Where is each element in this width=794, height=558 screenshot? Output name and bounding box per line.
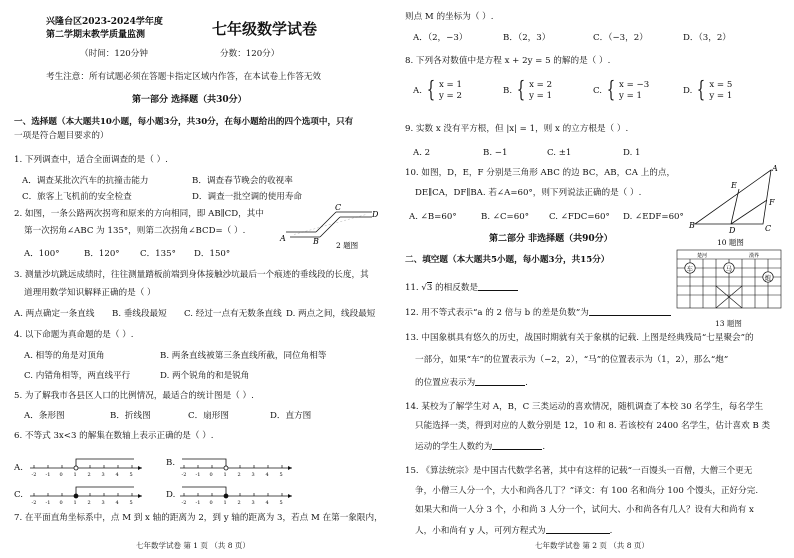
q13-line2: 一部分，如果“车”的位置表示为（−2，2），“马”的位置表示为（1，2），那么“炮”	[415, 355, 729, 365]
q7-option-b: B．（2，3）	[503, 33, 551, 43]
q1-stem: 1. 下列调查中，适合全面调查的是（ ）.	[14, 155, 168, 165]
q10-line2: DE∥CA，DF∥BA. 若∠A=60°，则下列说法正确的是（ ）.	[415, 188, 642, 198]
q1-option-d: D．调查一批空调的使用寿命	[192, 192, 303, 202]
q11-radicand: 3	[426, 283, 433, 293]
q6-b-tick-label: -2	[181, 472, 187, 478]
q6-d-arrow-icon	[288, 494, 292, 498]
q6-a-tick-label: -1	[45, 472, 51, 478]
q6-c-tick-label: 4	[115, 500, 119, 506]
q6-d-tick-label: 3	[251, 500, 255, 506]
q3-line2: 道理用数学知识解释正确的是（ ）	[24, 288, 156, 298]
q13-figure-caption: 13 题图	[715, 319, 742, 328]
q6-stem: 6. 不等式 3x<3 的解集在数轴上表示正确的是（ ）.	[14, 431, 214, 441]
q7-option-c: C．（−3，2）	[593, 33, 648, 43]
q6-a-arrow-icon	[138, 466, 142, 470]
q14-answer-blank[interactable]	[492, 440, 542, 450]
q6-b-tick-label: -1	[195, 472, 201, 478]
q4-option-a: A. 相等的角是对顶角	[24, 351, 105, 361]
q6-d-tick-label: 0	[209, 500, 213, 506]
q1-option-b: B．调查春节晚会的收视率	[192, 176, 293, 186]
q11-suffix: 的相反数是	[432, 283, 479, 293]
q8-option-a	[413, 80, 462, 102]
q6-option-c: C.	[14, 490, 24, 500]
q9-option-c: C. ±1	[547, 148, 572, 158]
q6-d-solution-ray	[182, 487, 226, 496]
q14-line2: 只能选择一类，得到对应的人数分别是 12，10 和 8. 若该校有 2400 名学生，估计喜欢 B 类	[415, 421, 771, 431]
q10-label-b: B	[689, 221, 695, 230]
section2-intro	[405, 255, 609, 266]
q2-line1: 2. 如图，一条公路两次拐弯和原来的方向相同，即 AB∥CD，其中	[14, 209, 264, 219]
q13-line3: 的位置应表示为 .	[415, 378, 528, 388]
q8-option-b-label: B.	[503, 86, 513, 96]
q10-label-a: A	[772, 164, 778, 173]
q13-piece-pao-label: 炮	[764, 274, 771, 282]
q15-line1: 15. 《算法统宗》是中国古代数学名著，其中有这样的记载“一百馒头一百僧，大僧三个更无	[405, 466, 753, 476]
q15-line2: 争，小僧三人分一个，大小和尚各几丁？”译文：有 100 名和尚分 100 个馒头，正好分完.	[415, 486, 759, 496]
q6-numberline-a	[28, 452, 152, 478]
q3-option-c: C. 经过一点有无数条直线	[184, 309, 282, 319]
q6-c-tick-label: 0	[59, 500, 63, 506]
q8-b-row1: x = 2	[529, 80, 553, 90]
q11-stem	[405, 281, 518, 294]
q15-answer-blank[interactable]	[546, 524, 610, 534]
q2-option-d: D．150°	[194, 249, 231, 259]
q1-option-c: C．旅客上飞机前的安全检查	[22, 192, 132, 202]
q10-option-a: A. ∠B=60°	[409, 212, 457, 222]
q6-c-tick-label: -1	[45, 500, 51, 506]
q13-piece-pao	[763, 272, 773, 282]
q11-answer-blank[interactable]	[478, 281, 518, 291]
q3-line1: 3. 测量沙坑跳远成绩时，往往测量踏板前端到身体接触沙坑最后一个痕迹的垂线段的长度，其	[14, 270, 369, 280]
q6-b-solution-ray	[182, 459, 226, 468]
q4-stem: 4. 以下命题为真命题的是（ ）.	[14, 330, 134, 340]
q7-line2: 则点 M 的坐标为（ ）.	[405, 12, 494, 22]
q4-option-c: C. 内错角相等，两直线平行	[24, 371, 131, 381]
q6-b-tick-label: 0	[209, 472, 213, 478]
q8-c-row2: y = 1	[619, 91, 643, 101]
q6-d-tick-label: 2	[237, 500, 241, 506]
q12-answer-blank[interactable]	[589, 306, 671, 316]
q2-option-b: B．120°	[84, 249, 120, 259]
q8-c-row1: x = −3	[619, 80, 650, 90]
q9-option-d: D. 1	[623, 148, 641, 158]
q6-a-tick-label: -2	[31, 472, 37, 478]
q6-a-tick-label: 5	[129, 472, 133, 478]
q5-option-b: B．折线图	[110, 411, 151, 421]
exam-time: （时间：120分钟	[80, 49, 148, 59]
q6-numberline-c	[28, 480, 152, 506]
q6-d-tick-label: -2	[181, 500, 187, 506]
q2-figure-caption: 2 题图	[336, 241, 359, 250]
q2-label-d: D	[372, 210, 379, 219]
section2-intro-text: 二、填空题（本大题共5小题，每小题3分，共15分）	[405, 255, 610, 265]
q8-brace-d: {	[697, 78, 706, 103]
q8-option-a-label: A.	[413, 86, 422, 96]
q10-option-b: B. ∠C=60°	[481, 212, 529, 222]
q7-line1: 7. 在平面直角坐标系中，点 M 到 x 轴的距离为 2，到 y 轴的距离为 3，若点 M 在第一象限内，	[14, 513, 383, 523]
q9-stem: 9. 实数 x 没有平方根，但 |x| = 1，则 x 的立方根是（ ）.	[405, 124, 629, 134]
q8-b-row2: y = 1	[529, 91, 553, 101]
q8-option-d	[683, 80, 732, 102]
q8-brace-c: {	[606, 78, 616, 103]
q6-option-b: B.	[166, 458, 176, 468]
q6-a-tick-label: 3	[101, 472, 105, 478]
q13-line1: 13. 中国象棋具有悠久的历史，战国时期就有关于象棋的记载. 上图是经典残局“七星聚会”的	[405, 333, 754, 343]
q6-d-tick-label: 1	[223, 500, 227, 506]
q12-text: 12. 用不等式表示“a 的 2 倍与 b 的差是负数”为	[405, 308, 589, 318]
q6-option-a: A.	[14, 463, 23, 473]
q2-figure	[280, 200, 380, 252]
q6-b-arrow-icon	[288, 466, 292, 470]
q8-option-c-label: C.	[593, 86, 603, 96]
q12-stem	[405, 306, 671, 319]
q6-c-tick-label: 2	[87, 500, 91, 506]
q10-option-d: D. ∠EDF=60°	[623, 212, 684, 222]
q3-option-a: A. 两点确定一条直线	[14, 309, 95, 319]
q6-c-endpoint	[74, 494, 78, 498]
q6-b-tick-label: 5	[279, 472, 283, 478]
q6-d-tick-label: 5	[279, 500, 283, 506]
q6-b-tick-label: 2	[237, 472, 241, 478]
exam-page-2	[397, 0, 794, 558]
q4-option-b: B. 两条直线被第三条直线所截，同位角相等	[160, 351, 327, 361]
q6-c-tick-label: 5	[129, 500, 133, 506]
q2-option-a: A．100°	[24, 249, 60, 259]
part1-title: 第一部分 选择题（共30分）	[132, 95, 247, 105]
q2-label-c: C	[335, 203, 342, 212]
sqrt-sign-icon: √	[421, 283, 427, 293]
page1-footer: 七年数学试卷 第 1 页 （共 8 页）	[136, 541, 250, 550]
q3-option-d: D. 两点之间，线段最短	[286, 309, 376, 319]
q10-label-c: C	[765, 224, 772, 233]
q3-option-b: B. 垂线段最短	[112, 309, 167, 319]
q6-b-tick-label: 1	[223, 472, 227, 478]
q4-option-d: D. 两个锐角的和是锐角	[160, 371, 250, 381]
q10-line1: 10. 如图，D，E，F 分别是三角形 ABC 的边 BC，AB，CA 上的点，	[405, 168, 676, 178]
exam-score: 分数：120分）	[220, 49, 280, 59]
q1-option-a: A．调查某批次汽车的抗撞击能力	[22, 176, 149, 186]
page2-footer: 七年数学试卷 第 2 页 （共 8 页）	[535, 541, 649, 550]
q7-option-d: D．（3，2）	[683, 33, 731, 43]
q8-option-d-label: D.	[683, 86, 693, 96]
q11-prefix: 11.	[405, 283, 422, 293]
q5-option-a: A．条形图	[24, 411, 65, 421]
q10-option-c: C. ∠FDC=60°	[549, 212, 610, 222]
q13-answer-blank[interactable]	[475, 376, 525, 386]
q13-river-right: 漢界	[749, 253, 760, 259]
q10-label-e: E	[731, 181, 737, 190]
q6-d-tick-label: 4	[265, 500, 269, 506]
q5-option-c: C．扇形图	[188, 411, 229, 421]
q10-label-d: D	[729, 226, 736, 235]
q6-a-solution-ray	[76, 459, 134, 468]
q14-line3-text: 运动的学生人数约为	[415, 442, 493, 452]
q6-a-tick-label: 0	[59, 472, 63, 478]
q8-d-row1: x = 5	[709, 80, 733, 90]
q6-c-solution-ray	[76, 487, 134, 496]
q6-a-endpoint	[74, 466, 78, 470]
q14-line3: 运动的学生人数约为 .	[415, 442, 546, 452]
q13-chessboard	[675, 248, 783, 312]
q6-b-endpoint	[224, 466, 228, 470]
q8-option-b	[503, 80, 552, 102]
district-label: 兴隆台区2023-2024学年度	[46, 17, 163, 27]
q6-c-tick-label: -2	[31, 500, 37, 506]
q8-brace-a: {	[426, 78, 436, 103]
q10-figure-caption: 10 题图	[717, 238, 744, 247]
q6-a-tick-label: 4	[115, 472, 119, 478]
q6-c-arrow-icon	[138, 494, 142, 498]
q8-a-row2: y = 2	[438, 91, 462, 101]
q15-line4: 人，小和尚有 y 人，可列方程式为 .	[415, 526, 613, 536]
q6-numberline-d	[178, 480, 302, 506]
q6-d-endpoint	[224, 494, 228, 498]
part2-title: 第二部分 非选择题（共90分）	[489, 234, 613, 244]
q8-stem: 8. 下列各对数值中是方程 x + 2y = 5 的解的是（ ）.	[405, 56, 611, 66]
q15-line3: 如果大和尚一人分 3 个，小和尚 3 人分一个，试问大、小和尚各有几人？设有大和尚有 x	[415, 505, 754, 515]
q9-option-a: A. 2	[413, 148, 431, 158]
q8-d-row2: y = 1	[709, 91, 733, 101]
q2-line2: 第一次拐角∠ABC 为 135°，则第二次拐角∠BCD=（ ）.	[24, 226, 246, 236]
q10-label-f: F	[769, 198, 775, 207]
q14-line1: 14. 某校为了解学生对 A，B，C 三类运动的喜欢情况，随机调查了本校 30 名学生，每名学生	[405, 402, 764, 412]
q6-c-tick-label: 1	[73, 500, 77, 506]
q6-c-tick-label: 3	[101, 500, 105, 506]
paper-title: 七年级数学试卷	[212, 20, 318, 38]
section1-intro-line1	[14, 117, 353, 128]
q7-option-a: A．（2，−3）	[413, 33, 468, 43]
q8-brace-b: {	[516, 78, 526, 103]
q2-label-b: B	[313, 237, 319, 246]
q5-stem: 5. 为了解我市各县区人口的比例情况，最适合的统计图是（ ）.	[14, 391, 254, 401]
q2-option-c: C．135°	[140, 249, 176, 259]
q9-option-b: B. −1	[483, 148, 508, 158]
q10-figure	[689, 162, 785, 246]
q6-b-tick-label: 4	[265, 472, 269, 478]
q13-piece-ma	[724, 263, 734, 273]
q13-piece-ma-label: 马	[725, 265, 732, 273]
q8-a-row1: x = 1	[438, 80, 462, 90]
candidate-notice: 考生注意：所有试题必须在答题卡指定区域内作答，在本试卷上作答无效	[46, 72, 322, 82]
q13-river-left: 楚河	[697, 253, 708, 259]
q13-piece-che	[685, 263, 695, 273]
q6-b-tick-label: 3	[251, 472, 255, 478]
q6-a-tick-label: 1	[73, 472, 77, 478]
q13-line3-text: 的位置应表示为	[415, 378, 476, 388]
section1-intro: 一、选择题（本大题共10小题，每小题3分，共30分，在每小题给出的四个选项中，只有	[14, 117, 354, 127]
q6-a-tick-label: 2	[87, 472, 91, 478]
q8-option-c	[593, 80, 649, 102]
exam-name: 第二学期末教学质量监测	[46, 30, 146, 40]
q6-d-tick-label: -1	[195, 500, 201, 506]
q15-line4-text: 人，小和尚有 y 人，可列方程式为	[415, 526, 546, 536]
q6-numberline-b	[178, 452, 302, 478]
q5-option-d: D．直方图	[270, 411, 312, 421]
section1-intro-line2: 一项是符合题目要求的）	[14, 131, 109, 141]
q6-option-d: D.	[166, 490, 176, 500]
q13-piece-che-label: 车	[686, 265, 693, 273]
q2-label-a: A	[280, 234, 286, 243]
